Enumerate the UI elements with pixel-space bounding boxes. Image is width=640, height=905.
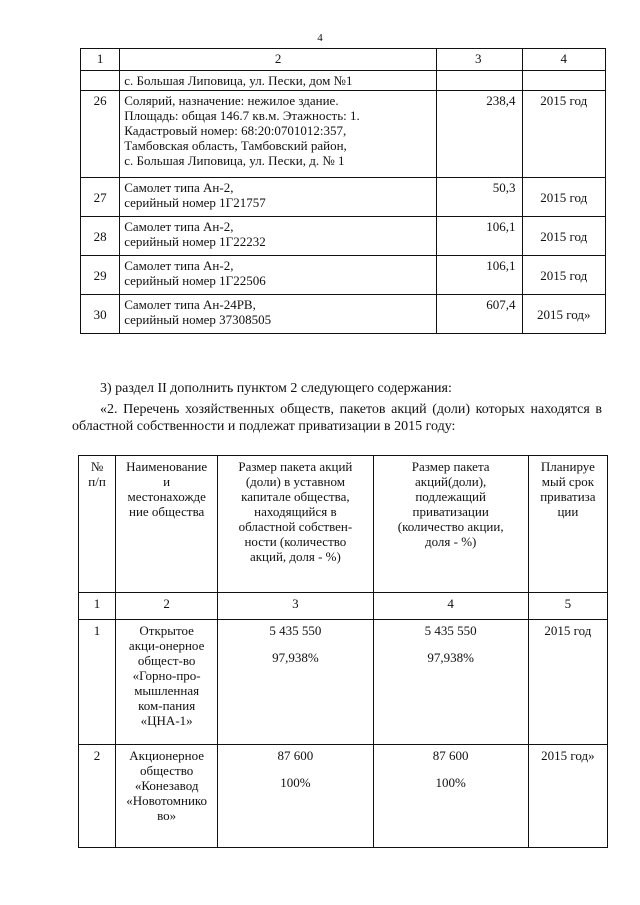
- header-cell: 3: [437, 49, 522, 71]
- header-cell: 1: [81, 49, 120, 71]
- continuation-address: с. Большая Липовица, ул. Пески, дом №1: [120, 71, 437, 91]
- table-row: [81, 178, 606, 217]
- company-name: Акционерное общество «Конезавод «Новотомнико во»: [116, 745, 218, 848]
- row-number: 30: [81, 295, 120, 334]
- list-intro-paragraph: «2. Перечень хозяйственных обществ, пакетов акций (доли) которых находятся в областной собственности и подлежат приватизации в 2015 году:: [72, 402, 602, 434]
- row-number: 1: [79, 620, 116, 745]
- header-name: Наименование и местонахожде ние общества: [116, 456, 218, 593]
- page-number: 4: [317, 32, 323, 44]
- column-number: 1: [79, 593, 116, 620]
- row-number: 27: [81, 178, 120, 217]
- row-number: 26: [81, 91, 120, 178]
- item-value: 238,4: [437, 91, 522, 178]
- table-row: [81, 256, 606, 295]
- column-numbers-row: [79, 593, 608, 620]
- table-header-row: [79, 456, 608, 593]
- table-row: [81, 91, 606, 178]
- header-stake: Размер пакета акций (доли) в уставном капитале общества, находящийся в областной собствен- ности (количество акций, доля - %): [218, 456, 373, 593]
- row-number: 29: [81, 256, 120, 295]
- table-row: [81, 295, 606, 334]
- table-row: [81, 71, 606, 91]
- item-year: 2015 год: [522, 91, 606, 178]
- term-cell: 2015 год»: [528, 745, 607, 848]
- item-value: 607,4: [437, 295, 522, 334]
- item-description: Самолет типа Ан-2, серийный номер 1Г21757: [120, 178, 437, 217]
- column-number: 2: [116, 593, 218, 620]
- item-value: 106,1: [437, 256, 522, 295]
- item-description: Самолет типа Ан-2, серийный номер 1Г22506: [120, 256, 437, 295]
- header-privatized: Размер пакета акций(доли), подлежащий приватизации (количество акции, доля - %): [373, 456, 528, 593]
- stake-cell: 5 435 550 97,938%: [218, 620, 373, 745]
- item-description: Самолет типа Ан-2, серийный номер 1Г22232: [120, 217, 437, 256]
- privatized-cell: 5 435 550 97,938%: [373, 620, 528, 745]
- row-number: 2: [79, 745, 116, 848]
- item-year: 2015 год: [522, 178, 606, 217]
- header-term: Планируе мый срок приватиза ции: [528, 456, 607, 593]
- item-year: 2015 год: [522, 256, 606, 295]
- item-description: Солярий, назначение: нежилое здание. Площадь: общая 146.7 кв.м. Этажность: 1. Кадастровый номер: 68:20:0701012:357, Тамбовская область, Тамбовский район, с. Большая Липовица, ул. Пески, д. № 1: [120, 91, 437, 178]
- item-year: 2015 год»: [522, 295, 606, 334]
- header-cell: 4: [522, 49, 606, 71]
- column-number: 3: [218, 593, 373, 620]
- table-row: [79, 745, 608, 848]
- table-header-row: [81, 49, 606, 71]
- header-cell: 2: [120, 49, 437, 71]
- table-row: [81, 217, 606, 256]
- companies-table: [78, 455, 608, 848]
- stake-cell: 87 600 100%: [218, 745, 373, 848]
- privatized-cell: 87 600 100%: [373, 745, 528, 848]
- row-number: 28: [81, 217, 120, 256]
- header-num: № п/п: [79, 456, 116, 593]
- item-value: 50,3: [437, 178, 522, 217]
- amendment-paragraph: 3) раздел II дополнить пунктом 2 следующего содержания:: [100, 381, 452, 396]
- table-row: [79, 620, 608, 745]
- item-value: 106,1: [437, 217, 522, 256]
- term-cell: 2015 год: [528, 620, 607, 745]
- column-number: 4: [373, 593, 528, 620]
- column-number: 5: [528, 593, 607, 620]
- property-table: [80, 48, 606, 334]
- company-name: Открытое акци-онерное общест-во «Горно-про- мышленная ком-пания «ЦНА-1»: [116, 620, 218, 745]
- item-description: Самолет типа Ан-24РВ, серийный номер 37308505: [120, 295, 437, 334]
- item-year: 2015 год: [522, 217, 606, 256]
